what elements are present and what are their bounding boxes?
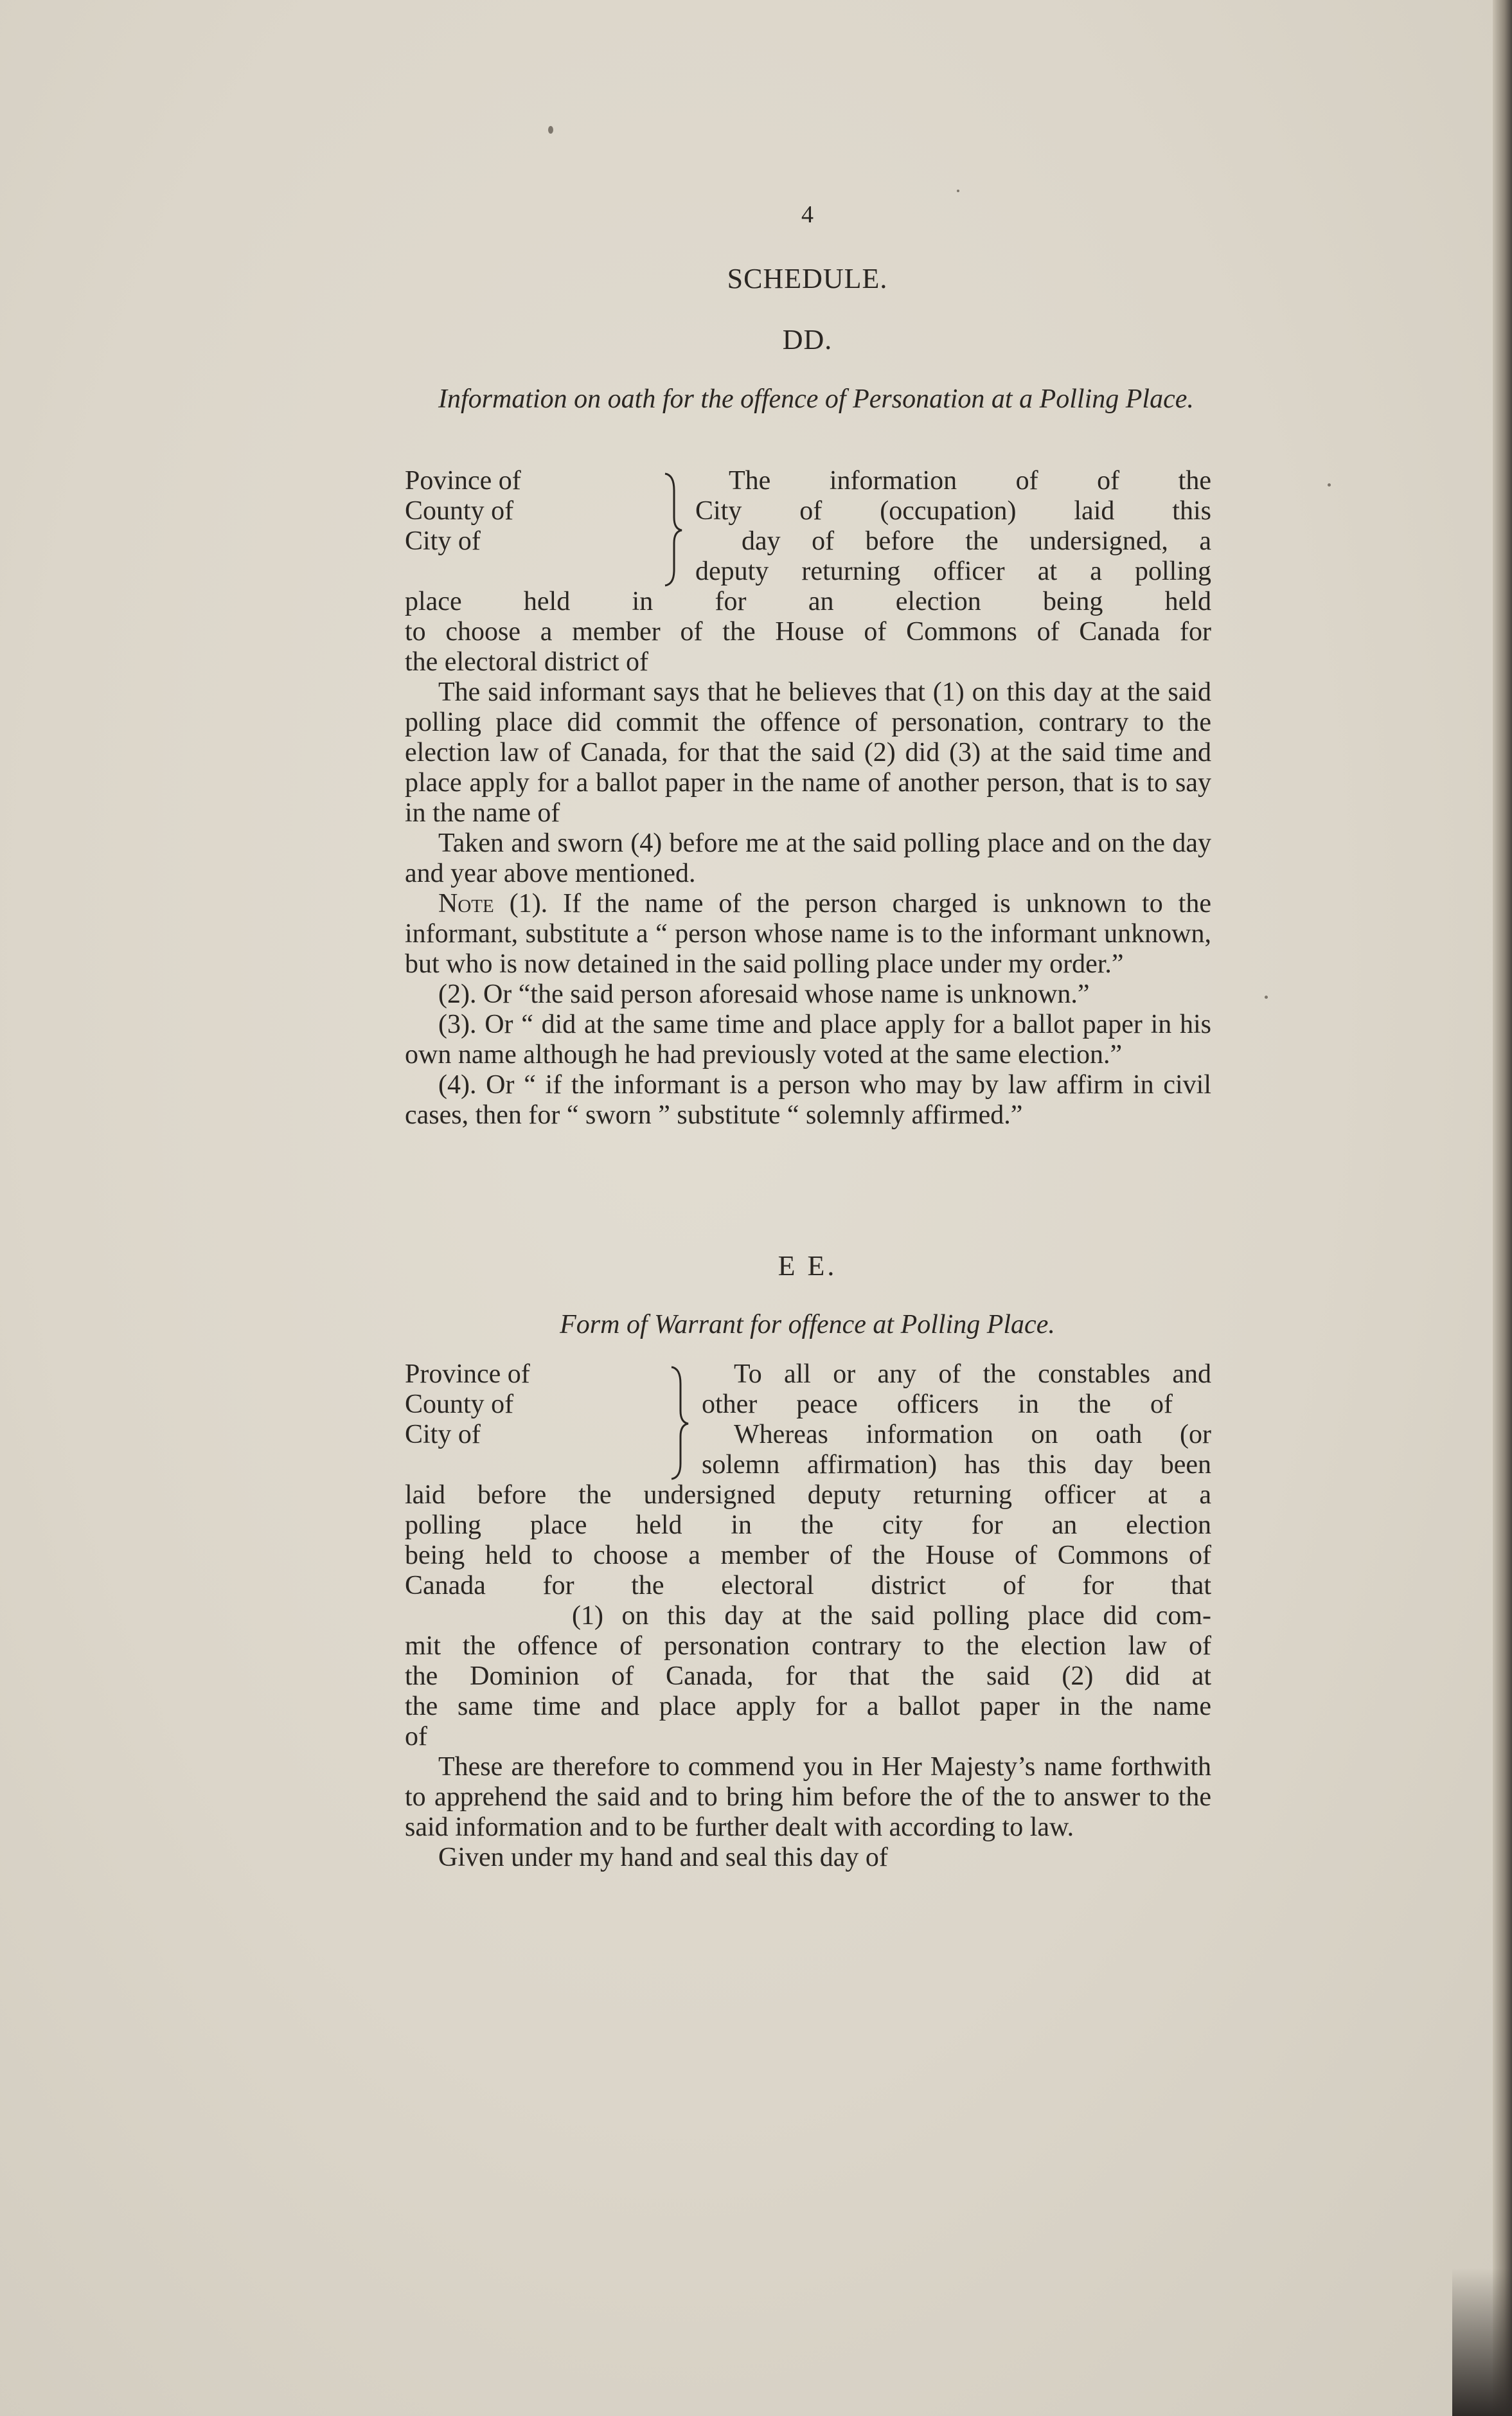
note-1	[405, 889, 1211, 980]
caption-right-line: City of (occupation) laid this	[695, 496, 1211, 526]
body-line: polling place held in the city for an election	[405, 1510, 1211, 1540]
ee-body	[405, 1480, 1211, 1873]
caption-right-line: other peace officers in the of	[702, 1390, 1173, 1419]
ee-caption-block	[405, 1359, 1211, 1481]
paragraph-taken-sworn: Taken and sworn (4) before me at the said polling place and on the day and year above mentioned.	[405, 828, 1211, 888]
caption-line: County of	[405, 1390, 514, 1419]
body-line: to choose a member of the House of Commons of Canada for	[405, 617, 1211, 647]
caption-right-line: solemn affirmation) has this day been	[702, 1450, 1211, 1480]
page-number: 4	[801, 201, 814, 228]
paper-spot	[957, 190, 959, 192]
curly-brace	[659, 471, 691, 587]
dd-caption-left	[405, 466, 649, 557]
paragraph-commend: These are therefore to commend you in Her Majesty’s name forthwith to apprehend the said and to bring him before the of the to answer to the said information and to be further dealt with according to law.	[405, 1752, 1211, 1842]
body-line: the Dominion of Canada, for that the said (2) did at	[405, 1661, 1211, 1691]
schedule-heading: SCHEDULE.	[727, 263, 888, 294]
section-heading-dd: DD.	[782, 324, 833, 355]
dd-caption-right	[695, 466, 1211, 587]
body-line: the electoral district of	[405, 647, 649, 677]
caption-right-line: day of before the undersigned, a	[742, 526, 1211, 556]
curly-brace	[665, 1365, 697, 1480]
caption-right-line: Whereas information on oath (or	[734, 1420, 1211, 1449]
paragraph-informant: The said informant says that he believes that (1) on this day at the said polling place did commit the offence of personation, contrary to the election law of Canada, for that the said (2) did (3) at the said time and place apply for a ballot paper in the name of another person, that is to say in the name of	[405, 677, 1211, 828]
paper-spot	[1265, 996, 1268, 999]
body-line: mit the offence of personation contrary to the election law of	[405, 1631, 1211, 1661]
note-2: (2). Or “the said person aforesaid whose name is unknown.”	[438, 980, 1090, 1009]
dd-caption-block	[405, 466, 1211, 588]
ee-caption-right	[702, 1359, 1211, 1480]
caption-right-line: deputy returning officer at a polling	[695, 557, 1211, 586]
paragraph-given: Given under my hand and seal this day of	[438, 1843, 888, 1872]
body-line: Canada for the electoral district of for that	[405, 1571, 1211, 1600]
note-3: (3). Or “ did at the same time and place apply for a ballot paper in his own name although he had previously voted at the same election.”	[405, 1010, 1211, 1069]
page-corner-shadow	[1452, 2268, 1512, 2416]
body-line: the same time and place apply for a ballot paper in the name	[405, 1692, 1211, 1721]
body-line: place held in for an election being held	[405, 587, 1211, 616]
note-4: (4). Or “ if the informant is a person who may by law affirm in civil cases, then for “ sworn ” substitute “ solemnly affirmed.”	[405, 1070, 1211, 1130]
paper-spot	[1328, 483, 1331, 487]
note-1-text: (1). If the name of the person charged is unknown to the informant, substitute a “ person whose name is to the informant unknown, but who is now detained in the said polling place under my order.”	[405, 889, 1211, 979]
dd-body	[405, 587, 1211, 1131]
section-heading-ee: E E.	[778, 1250, 837, 1282]
section-title-dd: Information on oath for the offence of Personation at a Polling Place.	[438, 384, 1194, 414]
paper-spot	[548, 126, 553, 134]
body-line: (1) on this day at the said polling place did com-	[572, 1601, 1211, 1631]
caption-line: County of	[405, 496, 514, 526]
note-label: Note	[438, 889, 494, 918]
caption-right-line: The information of of the	[729, 466, 1211, 496]
ee-caption-left	[405, 1359, 649, 1450]
caption-line: City of	[405, 526, 481, 556]
body-line: being held to choose a member of the House of Commons of	[405, 1541, 1211, 1570]
caption-line: Province of	[405, 1359, 530, 1389]
caption-right-line: To all or any of the constables and	[734, 1359, 1211, 1389]
caption-line: Povince of	[405, 466, 521, 496]
page-edge-shadow	[1493, 0, 1512, 2416]
body-line: of	[405, 1722, 427, 1751]
section-title-ee: Form of Warrant for offence at Polling Place.	[560, 1310, 1055, 1339]
caption-line: City of	[405, 1420, 481, 1449]
body-line: laid before the undersigned deputy returning officer at a	[405, 1480, 1211, 1510]
